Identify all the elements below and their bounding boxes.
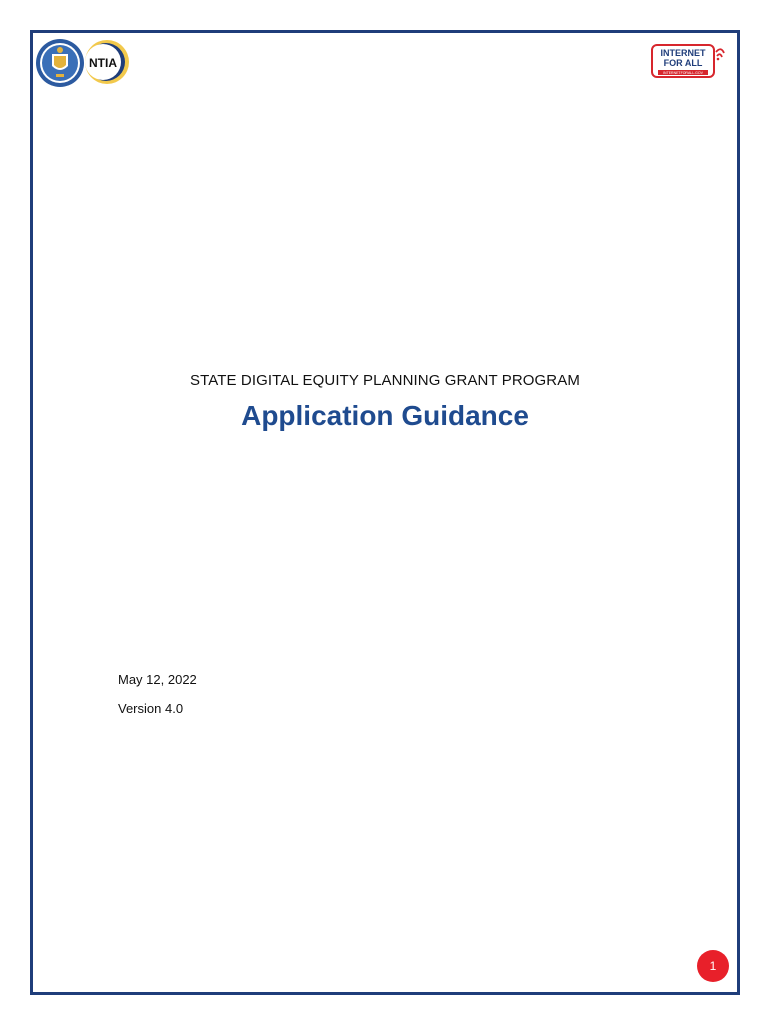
ifa-line3: INTERNETFORALL.GOV — [663, 71, 703, 75]
internet-for-all-logo — [648, 42, 726, 80]
program-kicker: STATE DIGITAL EQUITY PLANNING GRANT PROGRAM — [190, 372, 580, 389]
commerce-seal-icon — [35, 38, 85, 88]
ifa-line2: FOR ALL — [663, 58, 703, 68]
ifa-line1: INTERNET — [660, 48, 706, 58]
publication-date: May 12, 2022 — [118, 672, 197, 687]
ntia-logo — [84, 38, 130, 86]
version-label: Version 4.0 — [118, 701, 184, 716]
ntia-logo-text: NTIA — [89, 56, 117, 70]
page-number-badge: 1 — [697, 950, 729, 982]
page-border — [30, 30, 740, 995]
page-title: Application Guidance — [241, 400, 529, 431]
